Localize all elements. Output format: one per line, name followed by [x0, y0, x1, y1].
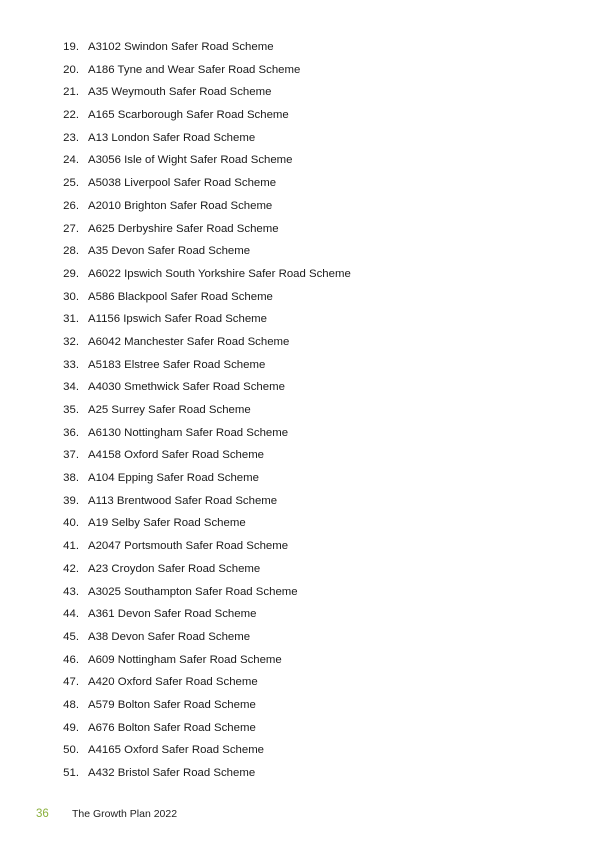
list-item	[0, 560, 351, 583]
list-item-text: A38 Devon Safer Road Scheme	[88, 630, 251, 643]
list-item-number: 34.	[63, 381, 79, 394]
list-item-number: 36.	[63, 426, 79, 439]
list-item-number: 38.	[63, 472, 79, 485]
list-item-text: A35 Weymouth Safer Road Scheme	[88, 86, 272, 99]
list-item-text: A35 Devon Safer Road Scheme	[88, 245, 251, 258]
list-item-text: A3102 Swindon Safer Road Scheme	[88, 41, 274, 53]
list-item	[0, 514, 351, 537]
list-item-number: 43.	[63, 585, 79, 598]
list-item-text: A361 Devon Safer Road Scheme	[88, 608, 257, 621]
list-item-text: A165 Scarborough Safer Road Scheme	[88, 109, 289, 122]
list-item-number: 37.	[63, 449, 79, 462]
list-item-number: 23.	[63, 131, 79, 144]
list-item-number: 31.	[63, 313, 79, 326]
list-item	[0, 764, 351, 787]
page-number: 36	[36, 808, 49, 820]
list-item	[0, 129, 351, 152]
list-item-text: A3056 Isle of Wight Safer Road Scheme	[88, 154, 293, 167]
list-item-number: 33.	[63, 358, 79, 371]
page-footer	[36, 808, 177, 820]
list-item-text: A25 Surrey Safer Road Scheme	[88, 404, 251, 416]
list-item-number: 30.	[63, 290, 79, 303]
list-item-text: A625 Derbyshire Safer Road Scheme	[88, 222, 279, 235]
list-item-number: 51.	[63, 767, 79, 779]
list-item-text: A186 Tyne and Wear Safer Road Scheme	[88, 63, 301, 76]
list-item-text: A2010 Brighton Safer Road Scheme	[88, 199, 273, 212]
list-item-number: 27.	[63, 222, 79, 235]
list-item	[0, 310, 351, 333]
list-item-text: A609 Nottingham Safer Road Scheme	[88, 653, 282, 666]
list-item	[0, 741, 351, 764]
list-item-number: 44.	[63, 608, 79, 621]
list-item-number: 28.	[63, 245, 79, 258]
list-item-number: 49.	[63, 721, 79, 734]
list-item-number: 42.	[63, 562, 79, 575]
list-item-number: 50.	[63, 744, 79, 757]
list-item	[0, 696, 351, 719]
list-item-text: A5183 Elstree Safer Road Scheme	[88, 358, 266, 371]
list-item	[0, 492, 351, 515]
list-item-text: A676 Bolton Safer Road Scheme	[88, 721, 256, 734]
list-item-number: 35.	[63, 404, 79, 416]
list-item	[0, 378, 351, 401]
list-item-number: 32.	[63, 335, 79, 348]
list-item-text: A4158 Oxford Safer Road Scheme	[88, 449, 265, 462]
list-item-number: 24.	[63, 154, 79, 167]
list-item	[0, 288, 351, 311]
list-item	[0, 424, 351, 447]
list-item-number: 22.	[63, 109, 79, 122]
list-item-text: A432 Bristol Safer Road Scheme	[88, 767, 256, 779]
list-item	[0, 583, 351, 606]
list-item	[0, 356, 351, 379]
list-item-number: 47.	[63, 676, 79, 689]
list-item-text: A6130 Nottingham Safer Road Scheme	[88, 426, 289, 439]
list-item	[0, 628, 351, 651]
list-item-number: 25.	[63, 177, 79, 190]
list-item	[0, 651, 351, 674]
list-item-text: A4030 Smethwick Safer Road Scheme	[88, 381, 285, 394]
list-item-text: A13 London Safer Road Scheme	[88, 131, 256, 144]
list-item-number: 21.	[63, 86, 79, 99]
list-item-number: 41.	[63, 540, 79, 553]
list-item-text: A3025 Southampton Safer Road Scheme	[88, 585, 298, 598]
list-item-text: A2047 Portsmouth Safer Road Scheme	[88, 540, 289, 553]
list-item	[0, 38, 351, 61]
list-item-number: 29.	[63, 267, 79, 280]
list-item-text: A113 Brentwood Safer Road Scheme	[88, 494, 278, 507]
list-item	[0, 401, 351, 424]
list-item-number: 26.	[63, 199, 79, 212]
list-item-text: A104 Epping Safer Road Scheme	[88, 472, 259, 485]
document-title: The Growth Plan 2022	[72, 808, 178, 820]
list-item	[0, 197, 351, 220]
list-item-text: A586 Blackpool Safer Road Scheme	[88, 290, 273, 303]
list-item-text: A579 Bolton Safer Road Scheme	[88, 698, 256, 711]
list-item	[0, 719, 351, 742]
list-item-text: A4165 Oxford Safer Road Scheme	[88, 744, 265, 757]
list-item	[0, 605, 351, 628]
list-item-number: 46.	[63, 653, 79, 666]
list-item-number: 20.	[63, 63, 79, 76]
list-item	[0, 151, 351, 174]
list-item	[0, 83, 351, 106]
list-item-number: 45.	[63, 630, 79, 643]
list-item-text: A6022 Ipswich South Yorkshire Safer Road Scheme	[88, 267, 351, 280]
list-item-text: A420 Oxford Safer Road Scheme	[88, 676, 258, 689]
list-item	[0, 242, 351, 265]
scheme-list	[0, 38, 351, 787]
list-item	[0, 265, 351, 288]
list-item-number: 39.	[63, 494, 79, 507]
list-item-text: A23 Croydon Safer Road Scheme	[88, 562, 261, 575]
list-item-text: A19 Selby Safer Road Scheme	[88, 517, 246, 530]
list-item	[0, 673, 351, 696]
list-item	[0, 333, 351, 356]
list-item-text: A1156 Ipswich Safer Road Scheme	[88, 313, 267, 326]
list-item	[0, 106, 351, 129]
list-item-number: 40.	[63, 517, 79, 530]
list-item-text: A6042 Manchester Safer Road Scheme	[88, 335, 290, 348]
list-item	[0, 469, 351, 492]
list-item	[0, 537, 351, 560]
list-item-number: 48.	[63, 698, 79, 711]
list-item	[0, 174, 351, 197]
list-item-text: A5038 Liverpool Safer Road Scheme	[88, 177, 277, 190]
list-item-number: 19.	[63, 41, 79, 53]
list-item	[0, 220, 351, 243]
list-item	[0, 446, 351, 469]
list-item	[0, 61, 351, 84]
